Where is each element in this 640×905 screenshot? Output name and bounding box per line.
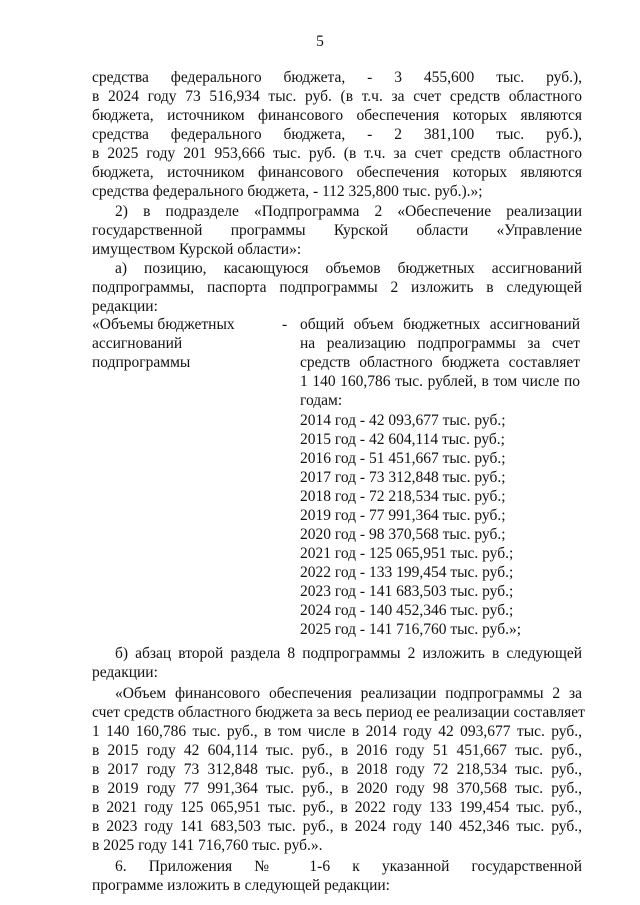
text-line: в 2019 году 77 991,364 тыс. руб., в 2020 году 98 370,568 тыс. руб., bbox=[92, 780, 582, 797]
text-line: средства федерального бюджета, - 3 455,600 тыс. руб.), bbox=[92, 69, 582, 86]
text-line: 2) в подразделе «Подпрограмма 2 «Обеспечение реализации bbox=[115, 203, 582, 220]
text-line: бюджета, источником финансового обеспечения которых являются bbox=[92, 107, 582, 124]
text-line: в 2021 году 125 065,951 тыс. руб., в 2022 году 133 199,454 тыс. руб., bbox=[92, 799, 582, 816]
text-line: а) позицию, касающуюся объемов бюджетных ассигнований bbox=[115, 260, 582, 277]
text-line: имуществом Курской области»: bbox=[92, 241, 302, 258]
text-line: программе изложить в следующей редакции: bbox=[92, 877, 390, 894]
passport-year-line: 2016 год - 51 451,667 тыс. руб.; bbox=[300, 450, 506, 467]
passport-text-line: общий объем бюджетных ассигнований bbox=[300, 316, 580, 333]
passport-text-line: 1 140 160,786 тыс. рублей, в том числе по bbox=[300, 373, 580, 390]
passport-year-line: 2021 год - 125 065,951 тыс. руб.; bbox=[300, 545, 514, 562]
passport-label-line: ассигнований bbox=[92, 335, 183, 353]
passport-text-line: средств областного бюджета составляет bbox=[300, 354, 580, 371]
text-line: редакции: bbox=[92, 664, 158, 681]
text-line: средства федерального бюджета, - 112 325,800 тыс. руб.).»; bbox=[92, 183, 483, 200]
text-line: в 2017 году 73 312,848 тыс. руб., в 2018 году 72 218,534 тыс. руб., bbox=[92, 761, 582, 778]
passport-year-line: 2014 год - 42 093,677 тыс. руб.; bbox=[300, 412, 506, 429]
text-line: средства федерального бюджета, - 2 381,100 тыс. руб.), bbox=[92, 126, 582, 143]
passport-year-line: 2019 год - 77 991,364 тыс. руб.; bbox=[300, 507, 506, 524]
text-line: б) абзац второй раздела 8 подпрограммы 2 изложить в следующей bbox=[115, 645, 582, 662]
passport-label bbox=[92, 315, 292, 373]
text-line: государственной программы Курской области «Управление bbox=[92, 222, 582, 239]
passport-text-line: годам: bbox=[300, 392, 343, 409]
passport-label-line: подпрограммы bbox=[92, 354, 191, 372]
text-line: подпрограммы, паспорта подпрограммы 2 изложить в следующей bbox=[92, 279, 582, 296]
passport-year-line: 2017 год - 73 312,848 тыс. руб.; bbox=[300, 469, 506, 486]
passport-text-line: на реализацию подпрограммы за счет bbox=[300, 335, 580, 352]
text-line: «Объем финансового обеспечения реализации подпрограммы 2 за bbox=[115, 685, 582, 702]
passport-year-line: 2023 год - 141 683,503 тыс. руб.; bbox=[300, 583, 514, 600]
passport-year-line: 2025 год - 141 716,760 тыс. руб.»; bbox=[300, 621, 522, 638]
passport-dash: - bbox=[282, 316, 288, 333]
passport-value bbox=[300, 315, 580, 639]
text-line: 1 140 160,786 тыс. руб., в том числе в 2014 году 42 093,677 тыс. руб., bbox=[92, 723, 582, 740]
text-line: бюджета, источником финансового обеспечения которых являются bbox=[92, 164, 582, 181]
text-line: в 2025 году 141 716,760 тыс. руб.». bbox=[92, 837, 323, 854]
text-line: в 2015 году 42 604,114 тыс. руб., в 2016 году 51 451,667 тыс. руб., bbox=[92, 742, 582, 759]
text-line: редакции: bbox=[92, 298, 158, 315]
text-line: 6. Приложения № 1-6 к указанной государственной bbox=[115, 858, 582, 875]
passport-year-line: 2020 год - 98 370,568 тыс. руб.; bbox=[300, 526, 506, 543]
page-number: 5 bbox=[316, 33, 324, 50]
text-line: в 2024 году 73 516,934 тыс. руб. (в т.ч. за счет средств областного bbox=[92, 88, 582, 105]
passport-year-line: 2018 год - 72 218,534 тыс. руб.; bbox=[300, 488, 506, 505]
text-line: в 2023 году 141 683,503 тыс. руб., в 2024 году 140 452,346 тыс. руб., bbox=[92, 818, 582, 835]
text-line: счет средств областного бюджета за весь период ее реализации составляет bbox=[92, 704, 585, 721]
passport-label-line: «Объемы бюджетных bbox=[92, 316, 235, 333]
passport-year-line: 2015 год - 42 604,114 тыс. руб.; bbox=[300, 431, 505, 448]
passport-year-line: 2024 год - 140 452,346 тыс. руб.; bbox=[300, 602, 514, 619]
text-line: в 2025 году 201 953,666 тыс. руб. (в т.ч. за счет средств областного bbox=[92, 145, 582, 162]
passport-year-line: 2022 год - 133 199,454 тыс. руб.; bbox=[300, 564, 514, 581]
